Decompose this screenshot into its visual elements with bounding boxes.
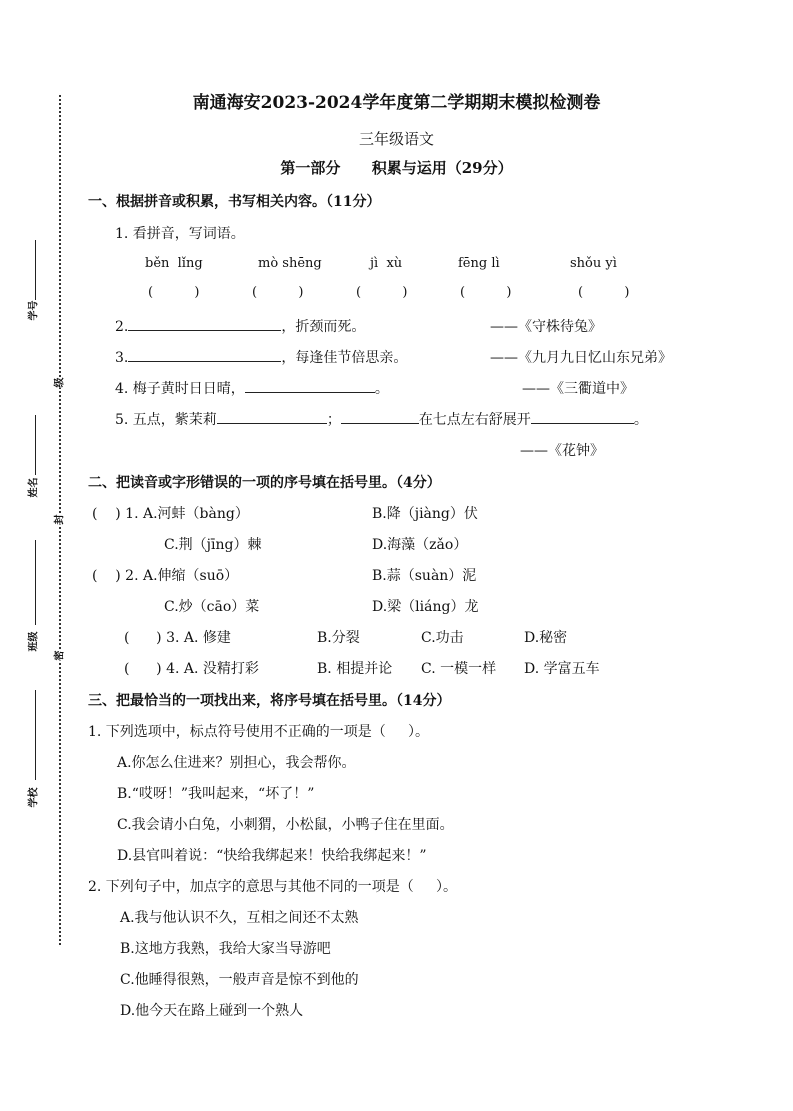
margin-label-line: 密 [51,651,66,661]
section1-q3-source: ——《九月九日忆山东兄弟》 [490,350,672,366]
section2-q4-d: D. 学富五车 [524,661,600,677]
section2-heading: 二、把读音或字形错误的一项的序号填在括号里。（4分） [88,475,441,491]
section3-q2-b: B.这地方我熟，我给大家当导游吧 [120,941,331,957]
pinyin-1: běn lǐng [145,256,203,271]
section3-q1-d: D.县官叫着说：“快给我绑起来！快给我绑起来！” [117,848,427,864]
fill-blank-q5-2[interactable] [341,409,419,424]
answer-box-1[interactable]: ( ) [148,285,200,300]
margin-blank-name [35,415,36,475]
section1-q5-source: ——《花钟》 [520,443,604,459]
section3-q2: 2. 下列句子中，加点字的意思与其他不同的一项是（ ）。 [88,879,458,895]
margin-label-grade: 级 [51,378,66,388]
section3-q2-d: D.他今天在路上碰到一个熟人 [120,1003,304,1019]
margin-blank-student-id [35,240,36,300]
section1-q4-source: ——《三衢道中》 [522,381,634,397]
answer-box-4[interactable]: ( ) [460,285,512,300]
section2-q3-b: B.分裂 [317,630,360,646]
pinyin-2: mò shēng [258,256,322,271]
section3-q1-c: C.我会请小白兔，小刺猬，小松鼠，小鸭子住在里面。 [117,817,454,833]
pinyin-3: jì xù [370,256,403,271]
section3-heading: 三、把最恰当的一项找出来，将序号填在括号里。（14分） [88,693,451,709]
section3-q2-a: A.我与他认识不久，互相之间还不太熟 [120,910,359,926]
section3-q2-c: C.他睡得很熟，一般声音是惊不到他的 [120,972,359,988]
section1-q2-source: ——《守株待兔》 [490,319,602,335]
section2-q1-c: C.荆（jīng）棘 [164,537,262,553]
section1-q1: 1. 看拼音，写词语。 [115,226,245,242]
answer-box-5[interactable]: ( ) [578,285,630,300]
section2-q1: ( ) 1. A.河蚌（bàng） [92,506,249,522]
section3-q1-b: B.“哎呀！”我叫起来，“坏了！” [117,786,315,802]
margin-label-seal: 封 [51,515,66,525]
answer-box-2[interactable]: ( ) [252,285,304,300]
exam-subtitle: 三年级语文 [358,130,434,148]
margin-label-school: 学校 [28,787,40,808]
section2-q2-b: B.蒜（suàn）泥 [372,568,477,584]
part-heading: 第一部分 积累与运用（29分） [280,159,513,177]
section1-q4: 4. 梅子黄时日日晴， 。 [115,378,389,398]
section2-q3: ( ) 3. A. 修建 [124,630,231,646]
section2-q1-b: B.降（jiàng）伏 [372,506,478,522]
fill-blank-q4[interactable] [245,378,375,393]
section1-q2: 2. ，折颈而死。 [115,316,365,336]
section2-q4-c: C. 一模一样 [421,661,497,677]
exam-title: 南通海安2023-2024学年度第二学期期末模拟检测卷 [192,93,601,113]
section2-q4-b: B. 相提并论 [317,661,393,677]
section1-q5: 5. 五点，紫茉莉 ； 在七点左右舒展开 。 [115,409,648,429]
fill-blank-q5-1[interactable] [217,409,327,424]
margin-blank-school [35,690,36,780]
section2-q4: ( ) 4. A. 没精打彩 [124,661,259,677]
section2-q2-c: C.炒（cāo）菜 [164,599,260,615]
fill-blank-q5-3[interactable] [531,409,634,424]
answer-box-3[interactable]: ( ) [356,285,408,300]
section2-q2-d: D.梁（liáng）龙 [372,599,479,615]
section3-q1: 1. 下列选项中，标点符号使用不正确的一项是（ ）。 [88,724,430,740]
section2-q3-c: C.功击 [421,630,464,646]
section2-q3-d: D.秘密 [524,630,568,646]
section2-q2: ( ) 2. A.伸缩（suō） [92,568,239,584]
section1-q3: 3. ，每逢佳节倍思亲。 [115,347,407,367]
fill-blank-q2[interactable] [128,316,281,331]
section1-heading: 一、根据拼音或积累，书写相关内容。（11分） [88,194,381,210]
fill-blank-q3[interactable] [128,347,281,362]
margin-label-class: 班级 [28,631,40,652]
section3-q1-a: A.你怎么住进来？别担心，我会帮你。 [117,755,356,771]
section2-q1-d: D.海藻（zǎo） [372,537,468,553]
margin-blank-class [35,540,36,625]
pinyin-5: shǒu yì [570,256,617,271]
pinyin-4: fēng lì [458,256,500,271]
margin-label-student-id: 学号 [28,300,40,321]
margin-label-name: 姓名 [28,477,40,498]
